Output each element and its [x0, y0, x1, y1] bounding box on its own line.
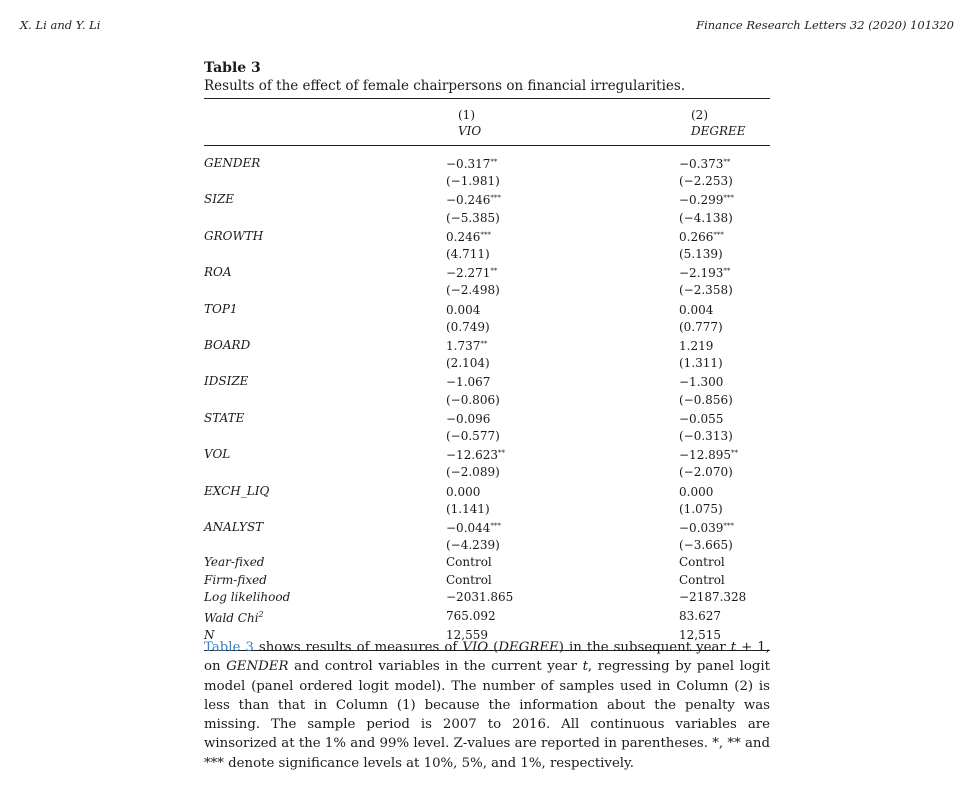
coefficient-col1 [446, 409, 679, 428]
coefficient-col1 [446, 482, 679, 501]
coefficient-col2 [679, 190, 770, 209]
footer-label-text: N [204, 628, 215, 643]
footer-value-col1: 12,559 [446, 628, 488, 643]
zvalue-col2: (−4.138) [679, 210, 733, 225]
zvalue-col1: (2.104) [446, 356, 490, 371]
empty-cell [204, 210, 446, 227]
table-row [204, 518, 770, 537]
footer-value-col1: −2031.865 [446, 589, 514, 604]
footer-value-col1: Control [446, 555, 492, 570]
significance-stars: *** [723, 522, 734, 531]
footer-label [204, 572, 446, 589]
variable-name: IDSIZE [204, 374, 249, 389]
cell-value: 1.219 [679, 339, 714, 354]
column-1-name: VIO [458, 124, 482, 138]
results-table-body [204, 154, 770, 644]
variable-name: SIZE [204, 192, 235, 207]
column-2-name: DEGREE [691, 124, 746, 138]
footer-label-text: Firm-fixed [204, 572, 267, 587]
coefficient-col1 [446, 336, 679, 355]
variable-name: GROWTH [204, 228, 264, 243]
cell-value: 1.737 [446, 339, 481, 354]
note-text: and control variables in the current year [288, 659, 583, 675]
table-row [204, 409, 770, 428]
cell-value: −0.373 [679, 157, 724, 171]
footer-value-col2: 83.627 [679, 609, 721, 624]
table-caption: Results of the effect of female chairpersons on financial irregularities. [204, 78, 686, 94]
zvalue-col1: (4.711) [446, 247, 490, 262]
footer-value-col2: Control [679, 572, 725, 587]
table-row-zvalue [204, 392, 770, 409]
note-text: ) in the subsequent year [558, 640, 731, 655]
footer-value-col2: Control [679, 555, 725, 570]
table-3 [204, 60, 770, 651]
zvalue-col1: (1.141) [446, 501, 490, 516]
table-column-header [204, 99, 770, 145]
table-row [204, 190, 770, 209]
cell-value: −0.299 [679, 193, 724, 208]
coefficient-col2 [679, 518, 770, 537]
significance-stars: ** [490, 267, 498, 276]
significance-stars: ** [480, 340, 488, 349]
table-row-zvalue [204, 173, 770, 190]
cell-value: 0.004 [446, 302, 481, 317]
cell-value: −0.096 [446, 411, 491, 426]
column-1-number: (1) [458, 108, 475, 122]
coefficient-col2 [679, 336, 770, 355]
empty-cell [204, 501, 446, 518]
footer-value-col2: 12,515 [679, 628, 721, 643]
cell-value: −0.044 [446, 521, 491, 536]
coefficient-col2 [679, 227, 770, 246]
zvalue-col1: (−0.577) [446, 429, 500, 444]
zvalue-col1: (−2.498) [446, 283, 500, 298]
cell-value: 0.000 [446, 484, 481, 499]
coefficient-col1 [446, 372, 679, 391]
footer-value-col2: −2187.328 [679, 589, 747, 604]
coefficient-col1 [446, 227, 679, 246]
coefficient-col2 [679, 372, 770, 391]
table-row [204, 445, 770, 464]
variable-name: VOL [204, 447, 231, 462]
empty-cell [204, 282, 446, 299]
table-footer-row [204, 572, 770, 589]
cell-value: 0.266 [679, 229, 714, 244]
column-1-header [458, 107, 481, 139]
table-row [204, 482, 770, 501]
table-row-zvalue [204, 246, 770, 263]
footer-label [204, 606, 446, 627]
zvalue-col2: (1.075) [679, 501, 723, 516]
empty-cell [204, 464, 446, 481]
empty-cell [204, 319, 446, 336]
table-header-rule [204, 145, 770, 146]
table-row [204, 227, 770, 246]
coefficient-col2 [679, 263, 770, 282]
table-note [204, 638, 770, 773]
cell-value: −1.300 [679, 375, 724, 390]
table-row-zvalue [204, 355, 770, 372]
zvalue-col1: (−5.385) [446, 210, 500, 225]
variable-name: STATE [204, 410, 245, 425]
table-reference-link[interactable]: Table 3 [204, 640, 254, 655]
significance-stars: ** [723, 158, 731, 166]
variable-name: TOP1 [204, 301, 238, 316]
zvalue-col2: (−2.253) [679, 174, 733, 189]
coefficient-col1 [446, 445, 679, 464]
cell-value: −0.246 [446, 193, 491, 208]
cell-value: 0.246 [446, 229, 481, 244]
variable-name: EXCH_LIQ [204, 483, 270, 498]
cell-value: −12.895 [679, 448, 732, 463]
coefficient-col1 [446, 190, 679, 209]
zvalue-col1: (−1.981) [446, 174, 500, 189]
significance-stars: ** [723, 267, 731, 276]
footer-label-superscript: 2 [258, 610, 264, 620]
zvalue-col2: (−0.856) [679, 392, 733, 407]
variable-name: ROA [204, 265, 232, 280]
note-italic: VIO [462, 640, 489, 655]
column-2-header [691, 107, 746, 139]
footer-label [204, 589, 446, 606]
cell-value: −0.055 [679, 411, 724, 426]
variable-name: ANALYST [204, 520, 264, 535]
note-text: + 1, on [204, 640, 770, 675]
cell-value: 0.004 [679, 302, 714, 317]
zvalue-col2: (5.139) [679, 247, 723, 262]
footer-label-text: Log likelihood [204, 589, 291, 604]
significance-stars: *** [713, 230, 724, 239]
table-row-zvalue [204, 537, 770, 554]
table-row [204, 336, 770, 355]
significance-stars: *** [490, 522, 501, 531]
cell-value: −0.317 [446, 157, 491, 171]
coefficient-col2 [679, 154, 770, 173]
table-footer-row [204, 554, 770, 571]
table-row-zvalue [204, 282, 770, 299]
empty-cell [204, 173, 446, 190]
table-row-zvalue [204, 428, 770, 445]
table-row [204, 372, 770, 391]
cell-value: −1.067 [446, 375, 491, 390]
cell-value: −2.271 [446, 266, 491, 281]
coefficient-col2 [679, 445, 770, 464]
footer-value-col1: 765.092 [446, 609, 496, 624]
column-2-number: (2) [691, 108, 708, 122]
footer-label-text: Wald Chi [204, 611, 259, 626]
coefficient-col1 [446, 518, 679, 537]
zvalue-col2: (0.777) [679, 319, 723, 334]
significance-stars: ** [498, 449, 506, 458]
note-text: ( [488, 640, 499, 655]
coefficient-col2 [679, 409, 770, 428]
table-footer-row [204, 606, 770, 627]
table-row-zvalue [204, 501, 770, 518]
table-row [204, 300, 770, 319]
zvalue-col1: (−2.089) [446, 465, 500, 480]
empty-cell [204, 392, 446, 409]
empty-cell [204, 428, 446, 445]
running-head-authors: X. Li and Y. Li [20, 18, 101, 32]
zvalue-col2: (1.311) [679, 356, 723, 371]
footer-label [204, 554, 446, 571]
empty-cell [204, 246, 446, 263]
cell-value: −0.039 [679, 521, 724, 536]
zvalue-col1: (0.749) [446, 319, 490, 334]
zvalue-col2: (−0.313) [679, 429, 733, 444]
table-row [204, 263, 770, 282]
running-head-journal: Finance Research Letters 32 (2020) 101320 [696, 18, 954, 32]
table-footer-row [204, 589, 770, 606]
zvalue-col1: (−0.806) [446, 392, 500, 407]
cell-value: 0.000 [679, 484, 714, 499]
table-label: Table 3 [204, 60, 261, 76]
coefficient-col1 [446, 154, 679, 173]
empty-cell [204, 355, 446, 372]
coefficient-col1 [446, 300, 679, 319]
zvalue-col2: (−2.070) [679, 465, 733, 480]
table-row-zvalue [204, 319, 770, 336]
significance-stars: ** [731, 449, 739, 458]
significance-stars: ** [490, 158, 498, 166]
cell-value: −2.193 [679, 266, 724, 281]
note-text: shows results of measures of [253, 640, 463, 655]
cell-value: −12.623 [446, 448, 499, 463]
zvalue-col2: (−3.665) [679, 538, 733, 553]
note-italic: GENDER [226, 659, 289, 675]
zvalue-col1: (−4.239) [446, 538, 500, 553]
significance-stars: *** [490, 194, 501, 203]
variable-name: GENDER [204, 156, 261, 170]
footer-value-col1: Control [446, 572, 492, 587]
significance-stars: *** [723, 194, 734, 203]
note-italic: DEGREE [498, 640, 559, 655]
table-row [204, 154, 770, 173]
zvalue-col2: (−2.358) [679, 283, 733, 298]
empty-cell [204, 537, 446, 554]
table-row-zvalue [204, 464, 770, 481]
coefficient-col1 [446, 263, 679, 282]
note-italic: t [582, 659, 588, 675]
variable-name: BOARD [204, 338, 251, 353]
coefficient-col2 [679, 482, 770, 501]
coefficient-col2 [679, 300, 770, 319]
footer-label-text: Year-fixed [204, 555, 265, 570]
significance-stars: *** [480, 230, 491, 239]
table-row-zvalue [204, 210, 770, 227]
note-text: , regressing by panel logit model (panel ordered logit model). The number of samples used in Column (2) is less than that in Column (1) because the information about the penalty was missing. The sample period is 2007 to 2016. All continuous variables are winsorized at the 1% and 99% level. Z-values are reported in parentheses. *, ** and *** denote significance levels at 10%, 5%, and 1%, respectively. [204, 659, 771, 771]
note-italic: t [730, 640, 737, 655]
